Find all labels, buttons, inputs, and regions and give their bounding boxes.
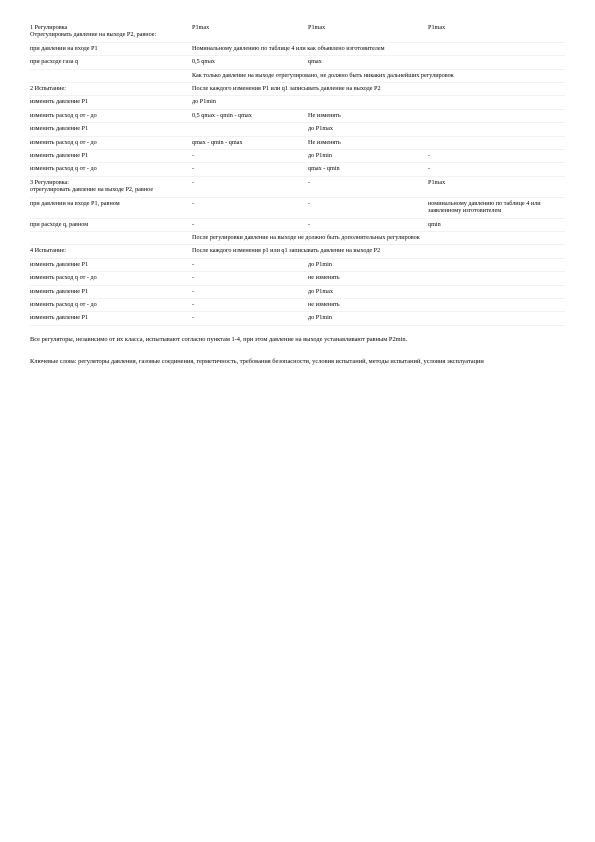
row-cell-c4 bbox=[428, 96, 565, 109]
row-cell-c4: qmin bbox=[428, 218, 565, 231]
row-cell-c4 bbox=[428, 285, 565, 298]
table-row bbox=[30, 150, 565, 163]
row-cell-c2: - bbox=[192, 197, 308, 218]
table-row bbox=[30, 42, 565, 55]
row-label: изменить расход q от - до bbox=[30, 163, 192, 176]
row-cell-c3: P1max bbox=[308, 22, 428, 42]
row-label: при расходе q, равном bbox=[30, 218, 192, 231]
row-cell-c3: Не изменять bbox=[308, 136, 428, 149]
row-cell-c3: до P1max bbox=[308, 285, 428, 298]
row-label bbox=[30, 22, 192, 42]
table-row bbox=[30, 136, 565, 149]
row-label: изменить давление P1 bbox=[30, 96, 192, 109]
row-cell-c2: - bbox=[192, 218, 308, 231]
row-cell-c2: 0,5 qmax - qmin - qmax bbox=[192, 109, 308, 122]
row-cell-c4: - bbox=[428, 163, 565, 176]
table-row bbox=[30, 218, 565, 231]
table-row bbox=[30, 163, 565, 176]
row-label: изменить давление P1 bbox=[30, 123, 192, 136]
row-cell-c4 bbox=[428, 109, 565, 122]
row-cell-c4: - bbox=[428, 150, 565, 163]
table-row bbox=[30, 22, 565, 42]
row-cell-c3: до P1min bbox=[308, 312, 428, 325]
keywords-paragraph: Ключевые слова: регуляторы давления, газовые соединения, герметичность, требования безопасности, условия испытаний, методы испытаний, условия эксплуатации bbox=[30, 357, 484, 365]
row-cell-c2 bbox=[192, 123, 308, 136]
row-cell-c4: P1max bbox=[428, 22, 565, 42]
row-cell-c4 bbox=[428, 298, 565, 311]
table-row bbox=[30, 245, 565, 258]
row-label-line: 1 Регулировка bbox=[30, 24, 68, 31]
row-cell-c4 bbox=[428, 123, 565, 136]
row-cell-c3: до P1min bbox=[308, 150, 428, 163]
row-span-text: Номинальному давлению по таблице 4 или как объявлено изготовителем bbox=[192, 42, 565, 55]
row-cell-c4 bbox=[428, 258, 565, 271]
row-cell-c2: - bbox=[192, 272, 308, 285]
row-cell-c2: - bbox=[192, 312, 308, 325]
document-page bbox=[30, 22, 565, 366]
table-row bbox=[30, 197, 565, 218]
row-cell-c3: Не изменять bbox=[308, 109, 428, 122]
row-label: изменить расход q от - до bbox=[30, 136, 192, 149]
table-row bbox=[30, 285, 565, 298]
table-row bbox=[30, 258, 565, 271]
row-cell-c4: P1max bbox=[428, 176, 565, 197]
row-label bbox=[30, 231, 192, 244]
row-label: изменить давление P1 bbox=[30, 258, 192, 271]
row-label bbox=[30, 176, 192, 197]
table-row bbox=[30, 298, 565, 311]
row-cell-c3: qmax - qmin bbox=[308, 163, 428, 176]
row-label: изменить расход q от - до bbox=[30, 272, 192, 285]
table-row bbox=[30, 123, 565, 136]
row-label-line: Отрегулировать давление на выходе P2, равное: bbox=[30, 31, 157, 39]
row-cell-c2: - bbox=[192, 150, 308, 163]
row-span-text: Как только давление на выходе отрегулировано, не должно быть никаких дальнейших регулировок bbox=[192, 69, 565, 82]
row-cell-c4: номинальному давлению по таблице 4 или заявленному изготовителем bbox=[428, 197, 565, 218]
row-cell-c3: qmax bbox=[308, 56, 428, 69]
row-cell-c4 bbox=[428, 56, 565, 69]
row-label: изменить давление P1 bbox=[30, 150, 192, 163]
row-label bbox=[30, 69, 192, 82]
row-label: при расходе газа q bbox=[30, 56, 192, 69]
row-span-text: После регулировки давление на выходе не должно быть дополнительных регулировок bbox=[192, 231, 565, 244]
row-cell-c2: до P1min bbox=[192, 96, 308, 109]
row-span-text: После каждого изменения P1 или q1 записывать давление на выходе P2 bbox=[192, 83, 565, 96]
row-label: при давлении на входе P1, равном bbox=[30, 197, 192, 218]
row-cell-c2: - bbox=[192, 285, 308, 298]
row-cell-c4 bbox=[428, 272, 565, 285]
row-cell-c2: - bbox=[192, 258, 308, 271]
table-row bbox=[30, 231, 565, 244]
row-cell-c3: не изменять bbox=[308, 272, 428, 285]
row-cell-c3: не изменять bbox=[308, 298, 428, 311]
row-cell-c3 bbox=[308, 96, 428, 109]
note-paragraph: Все регуляторы, независимо от их класса, испытывают согласно пунктам 1-4, при этом давление на выходе устанавливают равным P2min. bbox=[30, 335, 408, 343]
row-cell-c4 bbox=[428, 312, 565, 325]
row-cell-c3: до P1min bbox=[308, 258, 428, 271]
row-label: при давлении на входе P1 bbox=[30, 42, 192, 55]
row-label: изменить давление P1 bbox=[30, 285, 192, 298]
row-label: 2 Испытание: bbox=[30, 83, 192, 96]
row-cell-c2: - bbox=[192, 176, 308, 197]
regulation-table bbox=[30, 22, 565, 326]
row-cell-c2: qmax - qmin - qmax bbox=[192, 136, 308, 149]
table-row bbox=[30, 176, 565, 197]
row-label: изменить расход q от - до bbox=[30, 109, 192, 122]
row-cell-c2: - bbox=[192, 298, 308, 311]
row-cell-c2: - bbox=[192, 163, 308, 176]
row-cell-c3: - bbox=[308, 218, 428, 231]
row-cell-c3: до P1max bbox=[308, 123, 428, 136]
row-label: изменить расход q от - до bbox=[30, 298, 192, 311]
row-cell-c3: - bbox=[308, 176, 428, 197]
row-cell-c2: 0,5 qmax bbox=[192, 56, 308, 69]
table-row bbox=[30, 83, 565, 96]
row-label-line: 3 Регулировка: bbox=[30, 178, 69, 186]
row-label: изменить давление P1 bbox=[30, 312, 192, 325]
table-row bbox=[30, 69, 565, 82]
table-row bbox=[30, 272, 565, 285]
table-row bbox=[30, 312, 565, 325]
row-label: 4 Испытание: bbox=[30, 245, 192, 258]
row-cell-c4 bbox=[428, 136, 565, 149]
table-row bbox=[30, 109, 565, 122]
row-cell-c3: - bbox=[308, 197, 428, 218]
table-row bbox=[30, 96, 565, 109]
table-row bbox=[30, 56, 565, 69]
row-span-text: После каждого изменения p1 или q1 записывать давление на выходе P2 bbox=[192, 245, 565, 258]
row-label-line: отрегулировать давление на выходе P2, равное bbox=[30, 186, 154, 194]
row-cell-c2: P1max bbox=[192, 22, 308, 42]
